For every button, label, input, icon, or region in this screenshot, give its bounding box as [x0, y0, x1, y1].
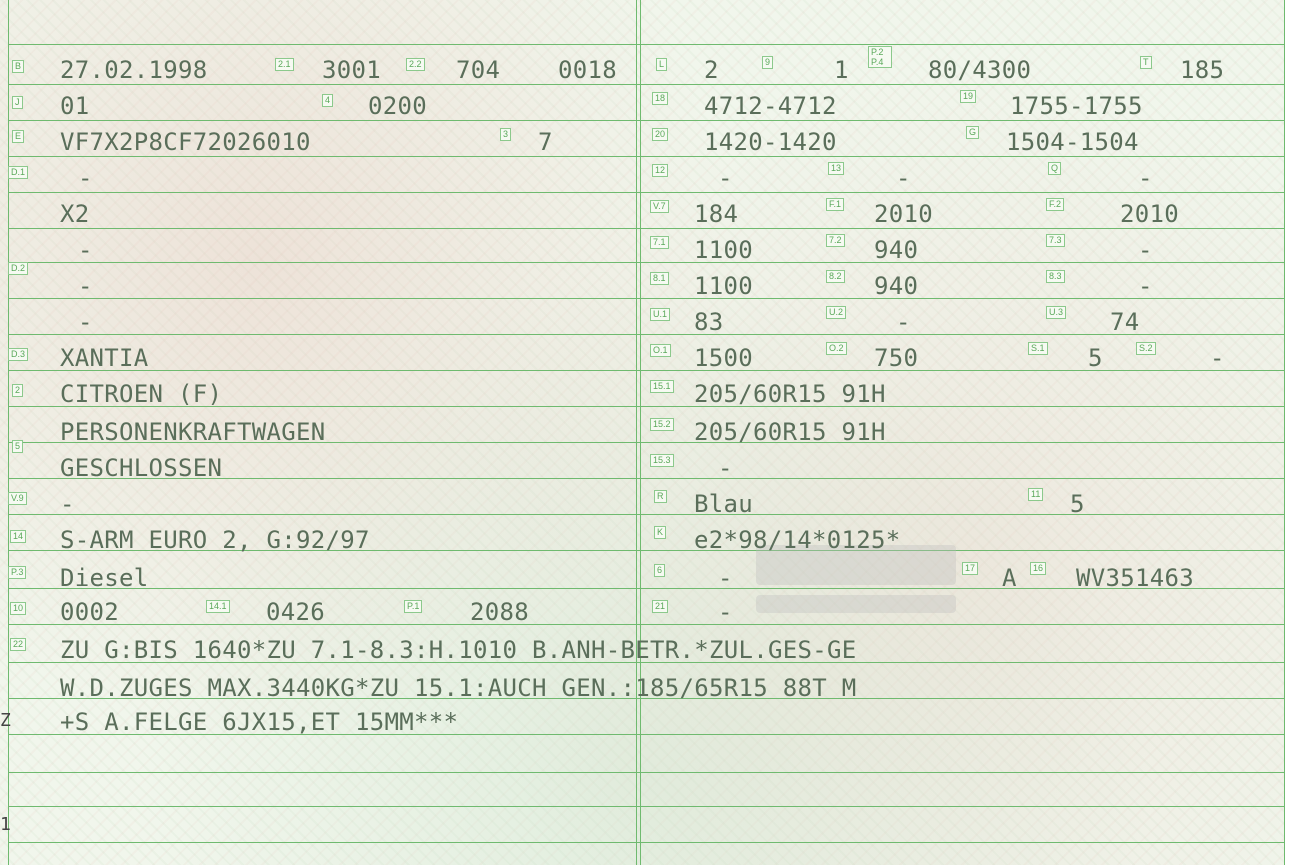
emission-class: - — [60, 490, 75, 518]
grid-column-line — [1284, 0, 1285, 865]
label-U2: U.2 — [826, 306, 846, 319]
tyre-other: - — [718, 454, 733, 482]
body-type-code: 0200 — [368, 92, 427, 120]
margin-mark-z: Z — [0, 710, 11, 731]
value-12: - — [718, 164, 733, 192]
stationary-noise: 83 — [694, 308, 724, 336]
label-19: 19 — [960, 90, 976, 103]
vehicle-category: PERSONENKRAFTWAGEN — [60, 418, 326, 446]
label-8-1: 8.1 — [650, 272, 669, 285]
label-T: T — [1140, 56, 1152, 69]
label-16: 16 — [1030, 562, 1046, 575]
width: 1755-1755 — [1010, 92, 1143, 120]
grid-row-line — [8, 514, 1284, 515]
permitted-axle-load-2: 940 — [874, 272, 919, 300]
label-4: 4 — [322, 94, 333, 107]
value-Q: - — [1138, 164, 1153, 192]
label-O2: O.2 — [826, 342, 847, 355]
label-U3: U.3 — [1046, 306, 1066, 319]
label-P1: P.1 — [404, 600, 422, 613]
label-2: 2 — [12, 384, 23, 397]
first-registration-date: 27.02.1998 — [60, 56, 208, 84]
vin: VF7X2P8CF72026010 — [60, 128, 311, 156]
vin-check-digit: 7 — [538, 128, 553, 156]
label-L: L — [656, 58, 667, 71]
driving-noise: 74 — [1110, 308, 1140, 336]
label-2-2: 2.2 — [406, 58, 425, 71]
towing-braked: 1500 — [694, 344, 753, 372]
value-V7: 184 — [694, 200, 739, 228]
permitted-axle-load-1: 1100 — [694, 272, 753, 300]
height: 1420-1420 — [704, 128, 837, 156]
label-D2: D.2 — [8, 262, 28, 275]
label-15-3: 15.3 — [650, 454, 674, 467]
label-14-1: 14.1 — [206, 600, 230, 613]
manufacturer-name: CITROEN (F) — [60, 380, 223, 408]
label-13: 13 — [828, 162, 844, 175]
trade-name: XANTIA — [60, 344, 149, 372]
power-rpm: 80/4300 — [928, 56, 1032, 84]
driven-axles: 1 — [834, 56, 849, 84]
label-11: 11 — [1028, 488, 1043, 501]
label-10: 10 — [10, 602, 26, 615]
length: 4712-4712 — [704, 92, 837, 120]
tyre-front: 205/60R15 91H — [694, 380, 886, 408]
grid-row-line — [8, 228, 1284, 229]
value-17: A — [1002, 564, 1017, 592]
label-F1: F.1 — [826, 198, 844, 211]
label-Q: Q — [1048, 162, 1061, 175]
engine-displacement: 2088 — [470, 598, 529, 626]
vehicle-class: 01 — [60, 92, 90, 120]
label-S2: S.2 — [1136, 342, 1156, 355]
manufacturer-code: 3001 — [322, 56, 381, 84]
label-7-1: 7.1 — [650, 236, 669, 249]
label-F2: F.2 — [1046, 198, 1064, 211]
label-R: R — [654, 490, 667, 503]
label-P3: P.3 — [8, 566, 26, 579]
label-K: K — [654, 526, 666, 539]
label-D3: D.3 — [8, 348, 28, 361]
axle-load-3: - — [1138, 236, 1153, 264]
label-U1: U.1 — [650, 308, 670, 321]
value-21: - — [718, 598, 733, 626]
grid-row-line — [8, 262, 1284, 263]
label-7-3: 7.3 — [1046, 234, 1065, 247]
label-15-1: 15.1 — [650, 380, 674, 393]
label-G: G — [966, 126, 979, 139]
color: Blau — [694, 490, 753, 518]
label-21: 21 — [652, 600, 668, 613]
label-E: E — [12, 130, 24, 143]
label-V7: V.7 — [650, 200, 669, 213]
standing-places: - — [1210, 344, 1225, 372]
fuel-code: 0002 — [60, 598, 119, 626]
grid-row-line — [8, 192, 1284, 193]
grid-row-line — [8, 84, 1284, 85]
seats: 5 — [1088, 344, 1103, 372]
grid-row-line — [8, 624, 1284, 625]
grid-row-line — [8, 806, 1284, 807]
label-S1: S.1 — [1028, 342, 1048, 355]
emission-description: S-ARM EURO 2, G:92/97 — [60, 526, 370, 554]
axle-load-1: 1100 — [694, 236, 753, 264]
label-O1: O.1 — [650, 344, 671, 357]
label-P2-P4: P.2 P.4 — [868, 46, 892, 68]
value-13: - — [896, 164, 911, 192]
label-9: 9 — [762, 56, 773, 69]
color-code: 5 — [1070, 490, 1085, 518]
margin-mark-1: 1 — [0, 814, 11, 835]
max-speed: 185 — [1180, 56, 1225, 84]
stamp-smudge — [756, 595, 956, 613]
label-3: 3 — [500, 128, 511, 141]
label-18: 18 — [652, 92, 668, 105]
fuel-type: Diesel — [60, 564, 149, 592]
label-6: 6 — [654, 564, 665, 577]
noise-rpm: - — [896, 308, 911, 336]
version-extra-value: - — [78, 308, 93, 336]
label-5: 5 — [12, 440, 23, 453]
type-code-b: 0018 — [558, 56, 617, 84]
value-6: - — [718, 564, 733, 592]
label-V9: V.9 — [8, 492, 27, 505]
label-B: B — [12, 60, 24, 73]
grid-row-line — [8, 842, 1284, 843]
variant-value: - — [78, 236, 93, 264]
max-mass-technical: 2010 — [874, 200, 933, 228]
remarks-line-1: ZU G:BIS 1640*ZU 7.1-8.3:H.1010 B.ANH-BETR.*ZUL.GES-GE — [60, 636, 857, 664]
grid-row-line — [8, 298, 1284, 299]
label-20: 20 — [652, 128, 668, 141]
max-mass-permitted: 2010 — [1120, 200, 1179, 228]
remarks-line-3: +S A.FELGE 6JX15,ET 15MM*** — [60, 708, 459, 736]
label-22: 22 — [10, 638, 26, 651]
empty-mass: 1504-1504 — [1006, 128, 1139, 156]
grid-row-line — [8, 120, 1284, 121]
grid-row-line — [8, 772, 1284, 773]
grid-row-line — [8, 44, 1284, 45]
remarks-line-2: W.D.ZUGES MAX.3440KG*ZU 15.1:AUCH GEN.:185/65R15 88T M — [60, 674, 857, 702]
tyre-rear: 205/60R15 91H — [694, 418, 886, 446]
emission-code: 0426 — [266, 598, 325, 626]
label-15-2: 15.2 — [650, 418, 674, 431]
label-J: J — [12, 96, 23, 109]
label-2-1: 2.1 — [275, 58, 294, 71]
version-value: - — [78, 272, 93, 300]
axle-load-2: 940 — [874, 236, 919, 264]
label-7-2: 7.2 — [826, 234, 845, 247]
label-8-2: 8.2 — [826, 270, 845, 283]
grid-column-line — [8, 0, 9, 865]
make-value: - — [78, 164, 93, 192]
label-14: 14 — [10, 530, 26, 543]
grid-column-line — [636, 0, 637, 865]
type-approval-number: e2*98/14*0125* — [694, 526, 901, 554]
grid-row-line — [8, 156, 1284, 157]
axles-count: 2 — [704, 56, 719, 84]
grid-column-line — [640, 0, 641, 865]
type-code-a: 704 — [456, 56, 501, 84]
label-D1: D.1 — [8, 166, 28, 179]
towing-unbraked: 750 — [874, 344, 919, 372]
document-number: WV351463 — [1076, 564, 1194, 592]
grid-row-line — [8, 334, 1284, 335]
label-8-3: 8.3 — [1046, 270, 1065, 283]
type-value: X2 — [60, 200, 90, 228]
permitted-axle-load-3: - — [1138, 272, 1153, 300]
label-12: 12 — [652, 164, 668, 177]
label-17: 17 — [962, 562, 978, 575]
body-type: GESCHLOSSEN — [60, 454, 223, 482]
